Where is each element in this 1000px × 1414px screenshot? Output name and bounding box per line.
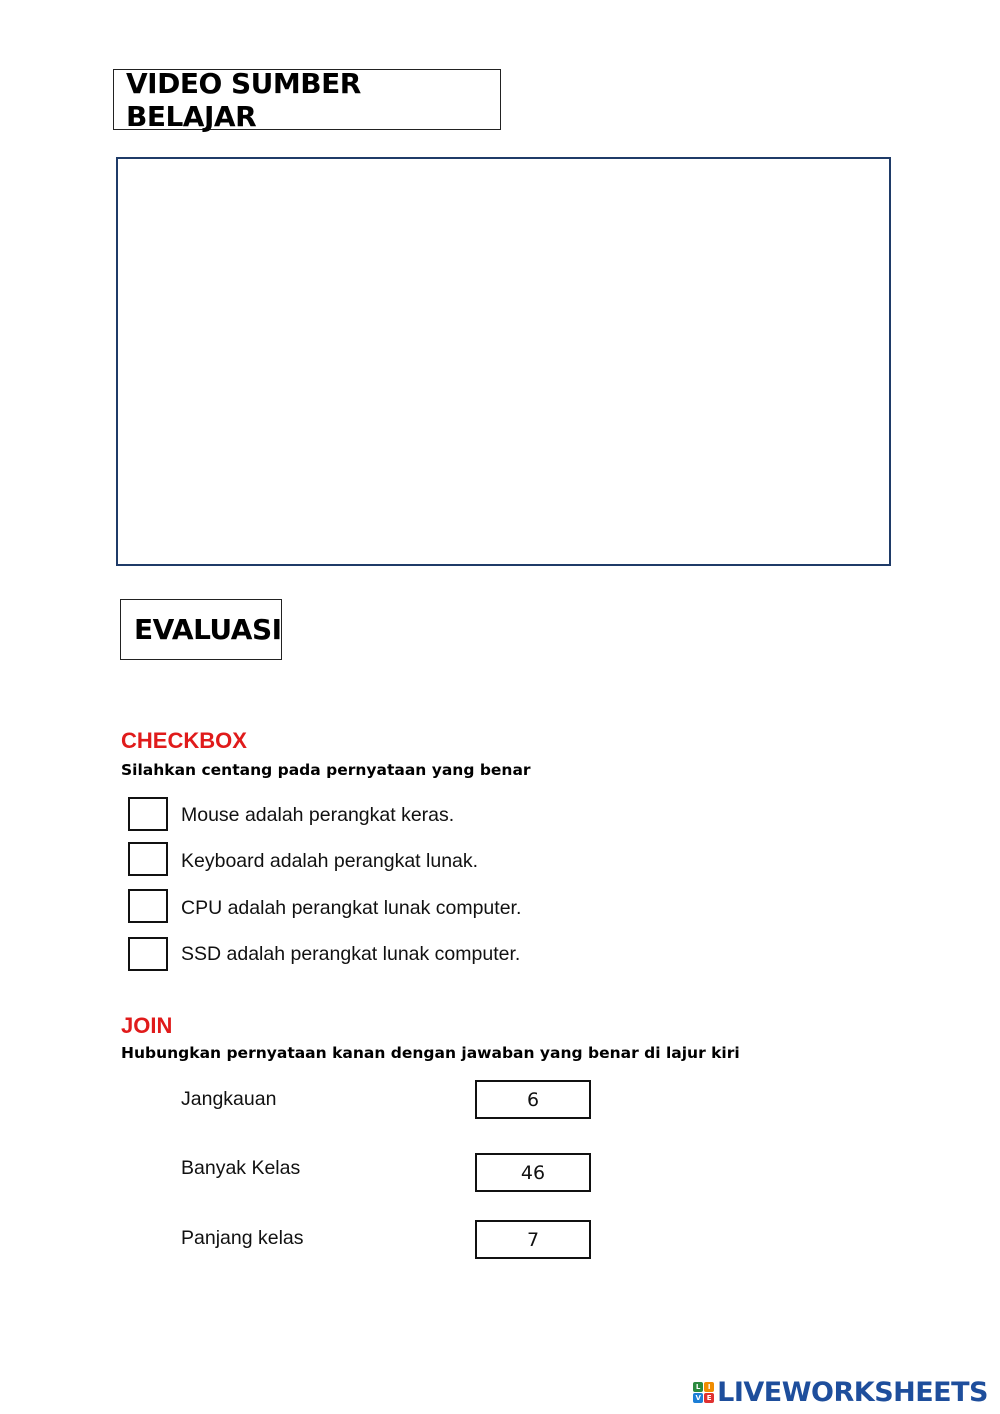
join-label-panjang-kelas: Panjang kelas — [181, 1227, 304, 1249]
logo-tile: L — [693, 1382, 703, 1392]
join-answer-box[interactable] — [475, 1220, 591, 1259]
join-label-jangkauan: Jangkauan — [181, 1088, 277, 1110]
join-answer-value: 6 — [526, 1088, 540, 1111]
checkbox-label-cpu: CPU adalah perangkat lunak computer. — [181, 897, 522, 919]
checkbox-label-keyboard: Keyboard adalah perangkat lunak. — [181, 850, 479, 872]
checkbox-keyboard[interactable] — [128, 842, 168, 876]
video-section-title: VIDEO SUMBER BELAJAR — [113, 69, 501, 130]
checkbox-label-ssd: SSD adalah perangkat lunak computer. — [181, 943, 521, 965]
liveworksheets-logo-icon — [693, 1382, 714, 1403]
join-answer-value: 46 — [520, 1161, 546, 1184]
join-answer-box[interactable] — [475, 1080, 591, 1119]
checkbox-cpu[interactable] — [128, 889, 168, 923]
join-instruction: Hubungkan pernyataan kanan dengan jawaban yang benar di lajur kiri — [121, 1044, 740, 1062]
video-player-frame[interactable] — [116, 157, 891, 566]
logo-tile: V — [693, 1393, 703, 1403]
checkbox-instruction: Silahkan centang pada pernyataan yang benar — [121, 761, 531, 779]
checkbox-ssd[interactable] — [128, 937, 168, 971]
join-heading: JOIN — [121, 1013, 173, 1038]
logo-tile: E — [704, 1393, 714, 1403]
brand-text: LIVEWORKSHEETS — [717, 1377, 988, 1408]
join-answer-value: 7 — [526, 1228, 540, 1251]
checkbox-heading: CHECKBOX — [121, 728, 247, 753]
join-label-banyak-kelas: Banyak Kelas — [181, 1157, 301, 1179]
join-answer-box[interactable] — [475, 1153, 591, 1192]
evaluation-title: EVALUASI — [120, 599, 282, 660]
checkbox-mouse[interactable] — [128, 797, 168, 831]
liveworksheets-brand — [693, 1377, 988, 1408]
logo-tile: I — [704, 1382, 714, 1392]
checkbox-label-mouse: Mouse adalah perangkat keras. — [181, 804, 455, 826]
